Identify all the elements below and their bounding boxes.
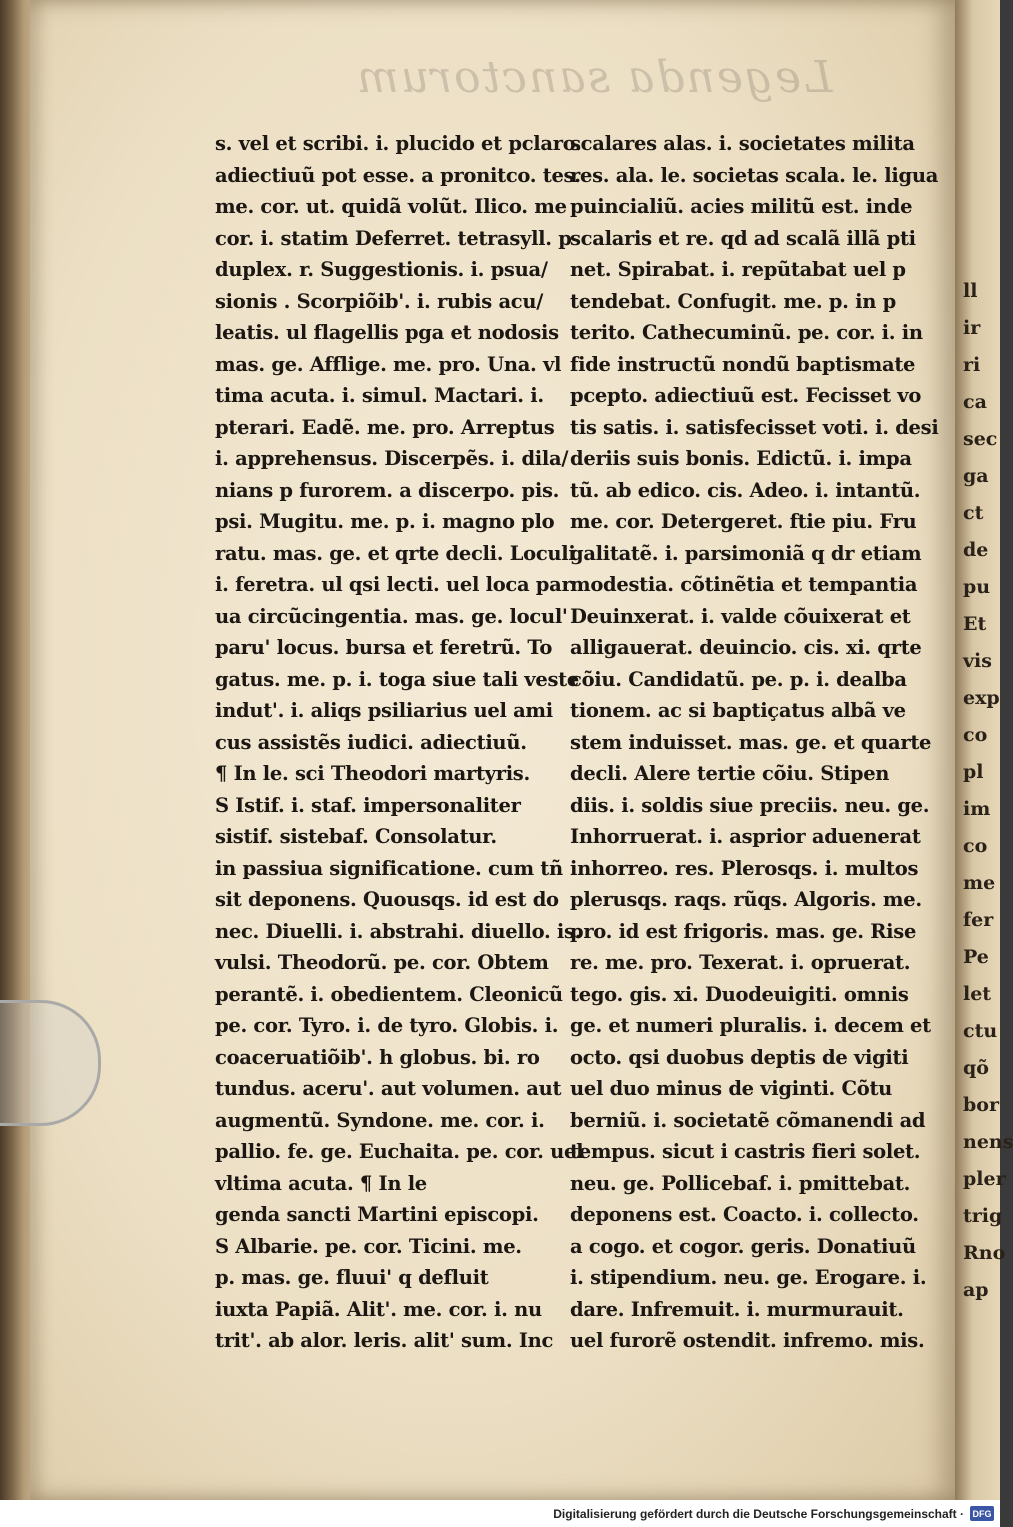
next-page-fragment: fer — [963, 909, 994, 931]
text-line: cus assistẽs iudici. adiectiuũ. — [215, 730, 527, 754]
text-line: octo. qsi duobus deptis de vigiti — [570, 1045, 909, 1069]
text-line: cõiu. Candidatũ. pe. p. i. dealba — [570, 667, 907, 691]
next-page-fragment: ct — [963, 502, 984, 524]
next-page-fragment: Pe — [963, 946, 989, 968]
text-line: diis. i. soldis siue preciis. neu. ge. — [570, 793, 930, 817]
next-page-fragment: vis — [963, 650, 992, 672]
text-line: nians p furorem. a discerpo. pis. — [215, 478, 560, 502]
text-line: uel furorẽ ostendit. infremo. mis. — [570, 1329, 925, 1352]
next-page-fragment: ga — [963, 465, 989, 487]
text-line: indut'. i. aliqs psiliarius uel ami — [215, 699, 553, 722]
text-line: fide instructũ nondũ baptismate — [570, 352, 916, 376]
next-page-fragment: ir — [963, 317, 981, 339]
text-line: tego. gis. xi. Duodeuigiti. omnis — [570, 982, 909, 1006]
next-page-fragment: Et — [963, 613, 987, 635]
next-page-fragment: bor — [963, 1094, 999, 1116]
text-line: sionis . Scorpiõib'. i. rubis acu/ — [215, 289, 544, 313]
text-line: augmentũ. Syndone. me. cor. i. — [215, 1108, 545, 1132]
text-line: coaceruatiõib'. h globus. bi. ro — [215, 1045, 540, 1069]
text-column-right — [570, 128, 939, 1357]
text-line: S Istif. i. staf. impersonaliter — [215, 793, 521, 817]
text-line: perantẽ. i. obedientem. Cleonicũ — [215, 982, 563, 1006]
text-line: genda sancti Martini episcopi. — [215, 1203, 539, 1226]
text-line: puincialiũ. acies militũ est. inde — [570, 195, 913, 218]
text-line: pallio. fe. ge. Euchaita. pe. cor. uel — [215, 1140, 584, 1163]
next-page-fragment: Rno — [963, 1242, 1006, 1264]
text-line: pcepto. adiectiuũ est. Fecisset vo — [570, 384, 922, 407]
text-line: leatis. ul flagellis pga et nodosis — [215, 321, 559, 344]
text-line: tempus. sicut i castris fieri solet. — [570, 1140, 921, 1163]
text-line: sit deponens. Quousqs. id est do — [215, 888, 559, 911]
next-page-fragment: qõ — [963, 1057, 989, 1079]
next-page-fragment: pl — [963, 761, 984, 783]
bleed-through-heading: Legenda sanctorum — [355, 52, 833, 103]
next-page-fragment: exp — [963, 687, 1000, 709]
text-line: tũ. ab edico. cis. Adeo. i. intantũ. — [570, 478, 921, 502]
text-line: berniũ. i. societatẽ cõmanendi ad — [570, 1108, 926, 1132]
text-line: tis satis. i. satisfecisset voti. i. desi — [570, 415, 939, 439]
next-page-fragment: co — [963, 724, 988, 746]
text-line: vltima acuta. ¶ In le — [215, 1171, 427, 1195]
text-line: ua circũcingentia. mas. ge. locul' — [215, 604, 568, 628]
text-line: plerusqs. raqs. rũqs. Algoris. me. — [570, 888, 922, 911]
text-line: mas. ge. Afflige. me. pro. Una. vl — [215, 352, 562, 376]
text-line: uel duo minus de viginti. Cõtu — [570, 1077, 893, 1100]
text-line: a cogo. et cogor. geris. Donatiuũ — [570, 1234, 916, 1258]
next-page-fragment: let — [963, 983, 992, 1005]
text-line: deriis suis bonis. Edictũ. i. impa — [570, 447, 912, 470]
text-line: in passiua significatione. cum tñ — [215, 856, 563, 880]
text-line: pe. cor. Tyro. i. de tyro. Globis. i. — [215, 1014, 559, 1037]
text-line: i. stipendium. neu. ge. Erogare. i. — [570, 1266, 927, 1289]
next-page-fragment: im — [963, 798, 991, 820]
next-page-fragment: me — [963, 872, 996, 894]
text-line: i. feretra. ul qsi lecti. uel loca par — [215, 573, 572, 596]
text-line: terito. Cathecuminũ. pe. cor. i. in — [570, 321, 923, 344]
text-line: duplex. r. Suggestionis. i. psua/ — [215, 258, 548, 281]
text-line: vulsi. Theodorũ. pe. cor. Obtem — [215, 951, 549, 974]
text-line: inhorreo. res. Plerosqs. i. multos — [570, 856, 919, 880]
text-line: modestia. cõtinẽtia et tempantia — [570, 573, 918, 596]
text-line: Deuinxerat. i. valde cõuixerat et — [570, 604, 911, 628]
text-line: dare. Infremuit. i. murmurauit. — [570, 1297, 904, 1321]
text-line: p. mas. ge. fluui' q defluit — [215, 1266, 489, 1289]
next-page-fragment: co — [963, 835, 988, 857]
next-page-fragment: trig — [963, 1205, 1003, 1227]
text-line: net. Spirabat. i. repũtabat uel p — [570, 258, 906, 281]
next-page-fragment: de — [963, 539, 989, 561]
text-line: ¶ In le. sci Theodori martyris. — [215, 762, 530, 785]
text-line: adiectiuũ pot esse. a pronitco. tes. — [215, 163, 581, 187]
dfg-logo-icon: DFG — [970, 1506, 994, 1521]
text-line: pro. id est frigoris. mas. ge. Rise — [570, 919, 917, 943]
text-line: S Albarie. pe. cor. Ticini. me. — [215, 1234, 522, 1258]
text-line: gatus. me. p. i. toga siue tali veste — [215, 667, 579, 691]
text-line: me. cor. ut. quidã volũt. Ilico. me — [215, 195, 567, 218]
text-line: me. cor. Detergeret. ftie piu. Fru — [570, 510, 917, 533]
text-column-left — [215, 128, 584, 1357]
text-line: psi. Mugitu. me. p. i. magno plo — [215, 510, 555, 533]
text-line: Inhorruerat. i. asprior aduenerat — [570, 825, 921, 848]
text-line: sistif. sistebaf. Consolatur. — [215, 825, 497, 848]
next-page-fragment: ctu — [963, 1020, 998, 1042]
text-line: ge. et numeri pluralis. i. decem et — [570, 1014, 931, 1037]
text-line: re. me. pro. Texerat. i. opruerat. — [570, 951, 911, 974]
text-line: stem induisset. mas. ge. et quarte — [570, 730, 932, 754]
text-line: galitatẽ. i. parsimoniã q dr etiam — [570, 541, 922, 565]
text-line: tionem. ac si baptiçatus albã ve — [570, 699, 906, 722]
text-line: decli. Alere tertie cõiu. Stipen — [570, 762, 890, 785]
text-line: deponens est. Coacto. i. collecto. — [570, 1203, 919, 1226]
text-line: scalaris et re. qd ad scalã illã pti — [570, 226, 916, 250]
text-line: tendebat. Confugit. me. p. in p — [570, 289, 896, 313]
next-page-fragment: ll — [963, 280, 978, 302]
next-page-fragment: ri — [963, 354, 981, 376]
text-line: paru' locus. bursa et feretrũ. To — [215, 636, 553, 659]
funding-credit: Digitalisierung gefördert durch die Deutsche Forschungsgemeinschaft · — [553, 1506, 964, 1521]
text-line: res. ala. le. societas scala. le. ligua — [570, 163, 939, 187]
text-line: ratu. mas. ge. et qrte decli. Loculi — [215, 541, 576, 565]
text-line: s. vel et scribi. i. plucido et pclaro. — [215, 132, 582, 155]
text-line: tima acuta. i. simul. Mactari. i. — [215, 384, 544, 407]
text-line: i. apprehensus. Discerpẽs. i. dila/ — [215, 447, 569, 470]
text-line: iuxta Papiã. Alit'. me. cor. i. nu — [215, 1297, 542, 1321]
text-line: cor. i. statim Deferret. tetrasyll. p — [215, 226, 572, 250]
next-page-fragment: nens — [963, 1131, 1013, 1153]
adjacent-page-edge — [955, 0, 1013, 1500]
text-line: neu. ge. Pollicebaf. i. pmittebat. — [570, 1171, 911, 1195]
next-page-fragment: ap — [963, 1279, 989, 1301]
text-line: tundus. aceru'. aut volumen. aut — [215, 1077, 562, 1100]
text-line: scalares alas. i. societates milita — [570, 132, 915, 155]
text-line: nec. Diuelli. i. abstrahi. diuello. is. — [215, 919, 582, 943]
next-page-fragment: sec — [963, 428, 998, 450]
text-line: trit'. ab alor. leris. alit' sum. Inc — [215, 1329, 554, 1352]
digitization-footer — [0, 1500, 1000, 1527]
text-line: alligauerat. deuincio. cis. xi. qrte — [570, 636, 922, 659]
next-page-fragment: ca — [963, 391, 987, 413]
next-page-fragment: pler — [963, 1168, 1006, 1190]
next-page-fragment: pu — [963, 576, 991, 598]
text-line: pterari. Eadẽ. me. pro. Arreptus — [215, 415, 555, 439]
